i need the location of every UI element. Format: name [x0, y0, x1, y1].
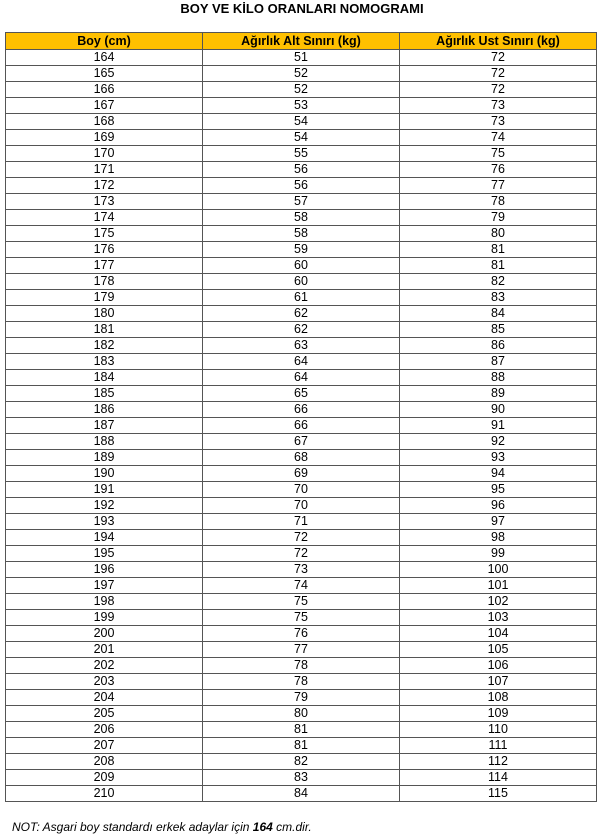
cell-weight-min: 66	[203, 402, 400, 418]
cell-weight-max: 80	[400, 226, 597, 242]
cell-height: 188	[6, 434, 203, 450]
cell-weight-max: 96	[400, 498, 597, 514]
cell-height: 182	[6, 338, 203, 354]
cell-weight-max: 89	[400, 386, 597, 402]
cell-weight-min: 61	[203, 290, 400, 306]
cell-weight-max: 81	[400, 258, 597, 274]
table-row	[6, 418, 597, 434]
cell-weight-min: 77	[203, 642, 400, 658]
cell-height: 190	[6, 466, 203, 482]
cell-weight-min: 72	[203, 546, 400, 562]
cell-weight-min: 56	[203, 162, 400, 178]
table-row	[6, 322, 597, 338]
cell-height: 194	[6, 530, 203, 546]
cell-weight-max: 72	[400, 66, 597, 82]
cell-height: 180	[6, 306, 203, 322]
cell-weight-min: 67	[203, 434, 400, 450]
cell-weight-max: 72	[400, 82, 597, 98]
cell-weight-max: 107	[400, 674, 597, 690]
table-row	[6, 770, 597, 786]
cell-height: 202	[6, 658, 203, 674]
table-row	[6, 258, 597, 274]
table-row	[6, 210, 597, 226]
cell-height: 210	[6, 786, 203, 802]
cell-weight-max: 103	[400, 610, 597, 626]
table-row	[6, 338, 597, 354]
height-weight-table	[5, 32, 597, 802]
cell-weight-max: 109	[400, 706, 597, 722]
cell-weight-max: 101	[400, 578, 597, 594]
cell-weight-min: 76	[203, 626, 400, 642]
cell-weight-max: 99	[400, 546, 597, 562]
cell-weight-max: 110	[400, 722, 597, 738]
table-row	[6, 130, 597, 146]
note-suffix: cm.dir.	[272, 820, 312, 834]
cell-weight-max: 86	[400, 338, 597, 354]
cell-weight-min: 81	[203, 738, 400, 754]
cell-height: 200	[6, 626, 203, 642]
cell-weight-min: 52	[203, 66, 400, 82]
cell-weight-max: 98	[400, 530, 597, 546]
cell-height: 165	[6, 66, 203, 82]
table-row	[6, 530, 597, 546]
cell-weight-min: 71	[203, 514, 400, 530]
table-row	[6, 450, 597, 466]
cell-height: 193	[6, 514, 203, 530]
cell-weight-max: 84	[400, 306, 597, 322]
cell-weight-min: 56	[203, 178, 400, 194]
table-row	[6, 482, 597, 498]
cell-weight-min: 69	[203, 466, 400, 482]
cell-height: 191	[6, 482, 203, 498]
table-row	[6, 402, 597, 418]
cell-height: 179	[6, 290, 203, 306]
table-row	[6, 98, 597, 114]
cell-weight-max: 73	[400, 114, 597, 130]
table-row	[6, 466, 597, 482]
table-row	[6, 594, 597, 610]
cell-height: 207	[6, 738, 203, 754]
cell-weight-max: 79	[400, 210, 597, 226]
cell-height: 198	[6, 594, 203, 610]
cell-weight-min: 60	[203, 274, 400, 290]
cell-weight-max: 73	[400, 98, 597, 114]
cell-height: 178	[6, 274, 203, 290]
cell-weight-min: 75	[203, 610, 400, 626]
cell-height: 203	[6, 674, 203, 690]
table-row	[6, 162, 597, 178]
cell-height: 187	[6, 418, 203, 434]
table-row	[6, 50, 597, 66]
cell-weight-max: 74	[400, 130, 597, 146]
table-row	[6, 578, 597, 594]
cell-weight-max: 94	[400, 466, 597, 482]
cell-weight-max: 88	[400, 370, 597, 386]
cell-weight-min: 59	[203, 242, 400, 258]
table-row	[6, 738, 597, 754]
table-row	[6, 786, 597, 802]
header-height: Boy (cm)	[6, 33, 203, 50]
table-row	[6, 610, 597, 626]
cell-weight-max: 114	[400, 770, 597, 786]
note-prefix: NOT: Asgari boy standardı erkek adaylar için	[12, 820, 253, 834]
cell-height: 208	[6, 754, 203, 770]
cell-weight-min: 53	[203, 98, 400, 114]
cell-height: 192	[6, 498, 203, 514]
table-row	[6, 306, 597, 322]
cell-weight-max: 108	[400, 690, 597, 706]
cell-weight-min: 63	[203, 338, 400, 354]
cell-height: 206	[6, 722, 203, 738]
cell-weight-max: 93	[400, 450, 597, 466]
cell-weight-max: 92	[400, 434, 597, 450]
cell-weight-min: 74	[203, 578, 400, 594]
cell-height: 181	[6, 322, 203, 338]
table-row	[6, 386, 597, 402]
header-weight-min: Ağırlık Alt Sınırı (kg)	[203, 33, 400, 50]
cell-weight-max: 105	[400, 642, 597, 658]
cell-height: 175	[6, 226, 203, 242]
cell-height: 204	[6, 690, 203, 706]
cell-weight-min: 72	[203, 530, 400, 546]
cell-weight-max: 104	[400, 626, 597, 642]
table-body	[6, 50, 597, 802]
table-row	[6, 690, 597, 706]
cell-weight-min: 54	[203, 114, 400, 130]
cell-weight-max: 106	[400, 658, 597, 674]
cell-weight-max: 112	[400, 754, 597, 770]
table-row	[6, 290, 597, 306]
table-row	[6, 642, 597, 658]
note-value: 164	[252, 820, 273, 834]
cell-weight-max: 115	[400, 786, 597, 802]
cell-height: 205	[6, 706, 203, 722]
cell-weight-min: 81	[203, 722, 400, 738]
cell-height: 186	[6, 402, 203, 418]
cell-weight-min: 54	[203, 130, 400, 146]
cell-weight-max: 78	[400, 194, 597, 210]
cell-weight-min: 82	[203, 754, 400, 770]
cell-weight-min: 60	[203, 258, 400, 274]
cell-height: 177	[6, 258, 203, 274]
cell-weight-min: 80	[203, 706, 400, 722]
cell-weight-max: 77	[400, 178, 597, 194]
cell-weight-max: 82	[400, 274, 597, 290]
cell-height: 209	[6, 770, 203, 786]
table-row	[6, 354, 597, 370]
cell-height: 197	[6, 578, 203, 594]
cell-weight-min: 65	[203, 386, 400, 402]
cell-weight-max: 76	[400, 162, 597, 178]
cell-height: 170	[6, 146, 203, 162]
cell-height: 184	[6, 370, 203, 386]
table-header-row	[6, 33, 597, 50]
cell-weight-min: 64	[203, 370, 400, 386]
cell-weight-min: 70	[203, 498, 400, 514]
table-row	[6, 178, 597, 194]
table-row	[6, 706, 597, 722]
cell-weight-max: 75	[400, 146, 597, 162]
cell-height: 164	[6, 50, 203, 66]
cell-height: 189	[6, 450, 203, 466]
header-weight-max: Ağırlık Ust Sınırı (kg)	[400, 33, 597, 50]
table-row	[6, 226, 597, 242]
cell-weight-min: 75	[203, 594, 400, 610]
table-row	[6, 498, 597, 514]
cell-weight-max: 97	[400, 514, 597, 530]
cell-weight-min: 62	[203, 306, 400, 322]
table-row	[6, 370, 597, 386]
cell-height: 173	[6, 194, 203, 210]
cell-weight-min: 68	[203, 450, 400, 466]
cell-weight-max: 81	[400, 242, 597, 258]
cell-weight-min: 51	[203, 50, 400, 66]
table-row	[6, 562, 597, 578]
cell-weight-min: 55	[203, 146, 400, 162]
cell-height: 169	[6, 130, 203, 146]
cell-weight-max: 90	[400, 402, 597, 418]
table-row	[6, 626, 597, 642]
footnote	[12, 820, 312, 834]
cell-height: 166	[6, 82, 203, 98]
cell-weight-max: 87	[400, 354, 597, 370]
cell-weight-min: 78	[203, 674, 400, 690]
cell-height: 199	[6, 610, 203, 626]
table-row	[6, 274, 597, 290]
cell-weight-max: 91	[400, 418, 597, 434]
table-row	[6, 434, 597, 450]
cell-weight-min: 58	[203, 210, 400, 226]
cell-height: 172	[6, 178, 203, 194]
cell-height: 176	[6, 242, 203, 258]
cell-weight-max: 102	[400, 594, 597, 610]
cell-weight-max: 72	[400, 50, 597, 66]
table-row	[6, 82, 597, 98]
table-row	[6, 722, 597, 738]
table-row	[6, 658, 597, 674]
cell-weight-max: 100	[400, 562, 597, 578]
cell-weight-max: 83	[400, 290, 597, 306]
cell-weight-max: 85	[400, 322, 597, 338]
cell-weight-min: 70	[203, 482, 400, 498]
cell-weight-min: 52	[203, 82, 400, 98]
table-row	[6, 114, 597, 130]
cell-weight-max: 111	[400, 738, 597, 754]
table-row	[6, 242, 597, 258]
table-row	[6, 514, 597, 530]
table-row	[6, 754, 597, 770]
cell-weight-min: 84	[203, 786, 400, 802]
cell-weight-min: 66	[203, 418, 400, 434]
table-row	[6, 546, 597, 562]
cell-height: 174	[6, 210, 203, 226]
cell-weight-min: 58	[203, 226, 400, 242]
cell-weight-min: 57	[203, 194, 400, 210]
cell-height: 185	[6, 386, 203, 402]
page-title: BOY VE KİLO ORANLARI NOMOGRAMI	[180, 1, 424, 16]
cell-height: 196	[6, 562, 203, 578]
cell-weight-min: 64	[203, 354, 400, 370]
cell-height: 171	[6, 162, 203, 178]
cell-height: 195	[6, 546, 203, 562]
table-row	[6, 674, 597, 690]
cell-height: 168	[6, 114, 203, 130]
cell-weight-min: 79	[203, 690, 400, 706]
table-row	[6, 146, 597, 162]
cell-weight-min: 62	[203, 322, 400, 338]
cell-weight-min: 73	[203, 562, 400, 578]
cell-weight-max: 95	[400, 482, 597, 498]
cell-height: 201	[6, 642, 203, 658]
cell-weight-min: 78	[203, 658, 400, 674]
cell-weight-min: 83	[203, 770, 400, 786]
cell-height: 183	[6, 354, 203, 370]
table-row	[6, 66, 597, 82]
table-row	[6, 194, 597, 210]
cell-height: 167	[6, 98, 203, 114]
